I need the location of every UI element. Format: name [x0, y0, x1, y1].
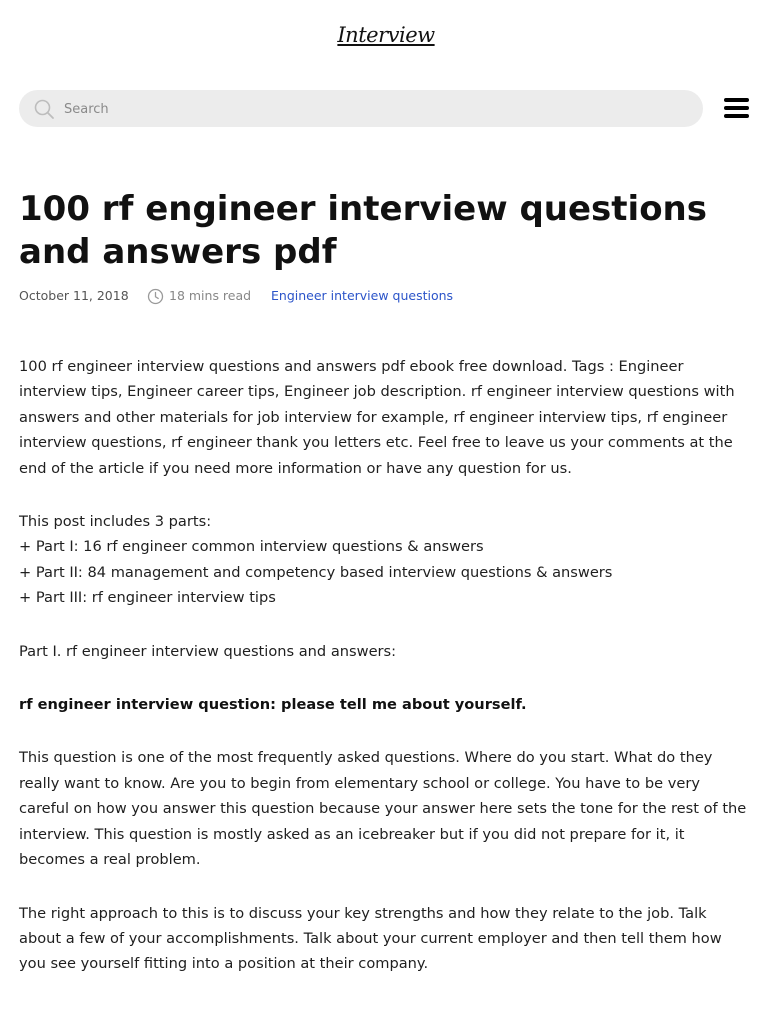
- answer-paragraph: The right approach to this is to discuss your key strengths and how they relate to the job. Talk about a few of your accomplishments. Talk about your current employer and then tell them how you see yourself fitting into a position at their company.: [19, 904, 722, 973]
- parts-list-item: + Part I: 16 rf engineer common interview questions & answers: [19, 538, 484, 556]
- search-input[interactable]: [62, 90, 686, 129]
- site-logo[interactable]: [337, 14, 435, 56]
- site-header: [0, 0, 768, 70]
- clock-icon: [147, 288, 164, 305]
- search-bar[interactable]: [19, 90, 703, 127]
- parts-list-item: + Part III: rf engineer interview tips: [19, 589, 276, 607]
- section-heading: Part I. rf engineer interview questions and answers:: [19, 642, 397, 660]
- hamburger-menu-icon[interactable]: [724, 97, 750, 119]
- intro-paragraph: 100 rf engineer interview questions and answers pdf ebook free download. Tags : Engineer interview tips, Engineer career tips, Engineer job description. rf engineer interview questions with answers and other materials for job interview for example, rf engineer interview tips, rf engineer interview questions, rf engineer thank you letters etc. Feel free to leave us your comments at the end of the article if you need more information or have any question for us.: [19, 358, 735, 477]
- parts-list-item: + Part II: 84 management and competency based interview questions & answers: [19, 563, 613, 581]
- parts-heading: This post includes 3 parts:: [19, 513, 212, 531]
- page-title: 100 rf engineer interview questions and answers pdf: [19, 189, 708, 272]
- answer-paragraph: This question is one of the most frequently asked questions. Where do you start. What do they really want to know. Are you to begin from elementary school or college. You have to be very careful on how you answer this question because your answer here sets the tone for the rest of the interview. This question is mostly asked as an icebreaker but if you did not prepare for it, it becomes a real problem.: [19, 749, 747, 869]
- article-body: [19, 354, 748, 977]
- post-date: October 11, 2018: [19, 288, 129, 303]
- read-time: 18 mins read: [169, 288, 252, 303]
- search-icon[interactable]: [33, 98, 55, 120]
- question-heading: rf engineer interview question: please tell me about yourself.: [19, 696, 527, 714]
- category-link[interactable]: Engineer interview questions: [271, 288, 454, 303]
- logo-text: Interview: [337, 23, 435, 47]
